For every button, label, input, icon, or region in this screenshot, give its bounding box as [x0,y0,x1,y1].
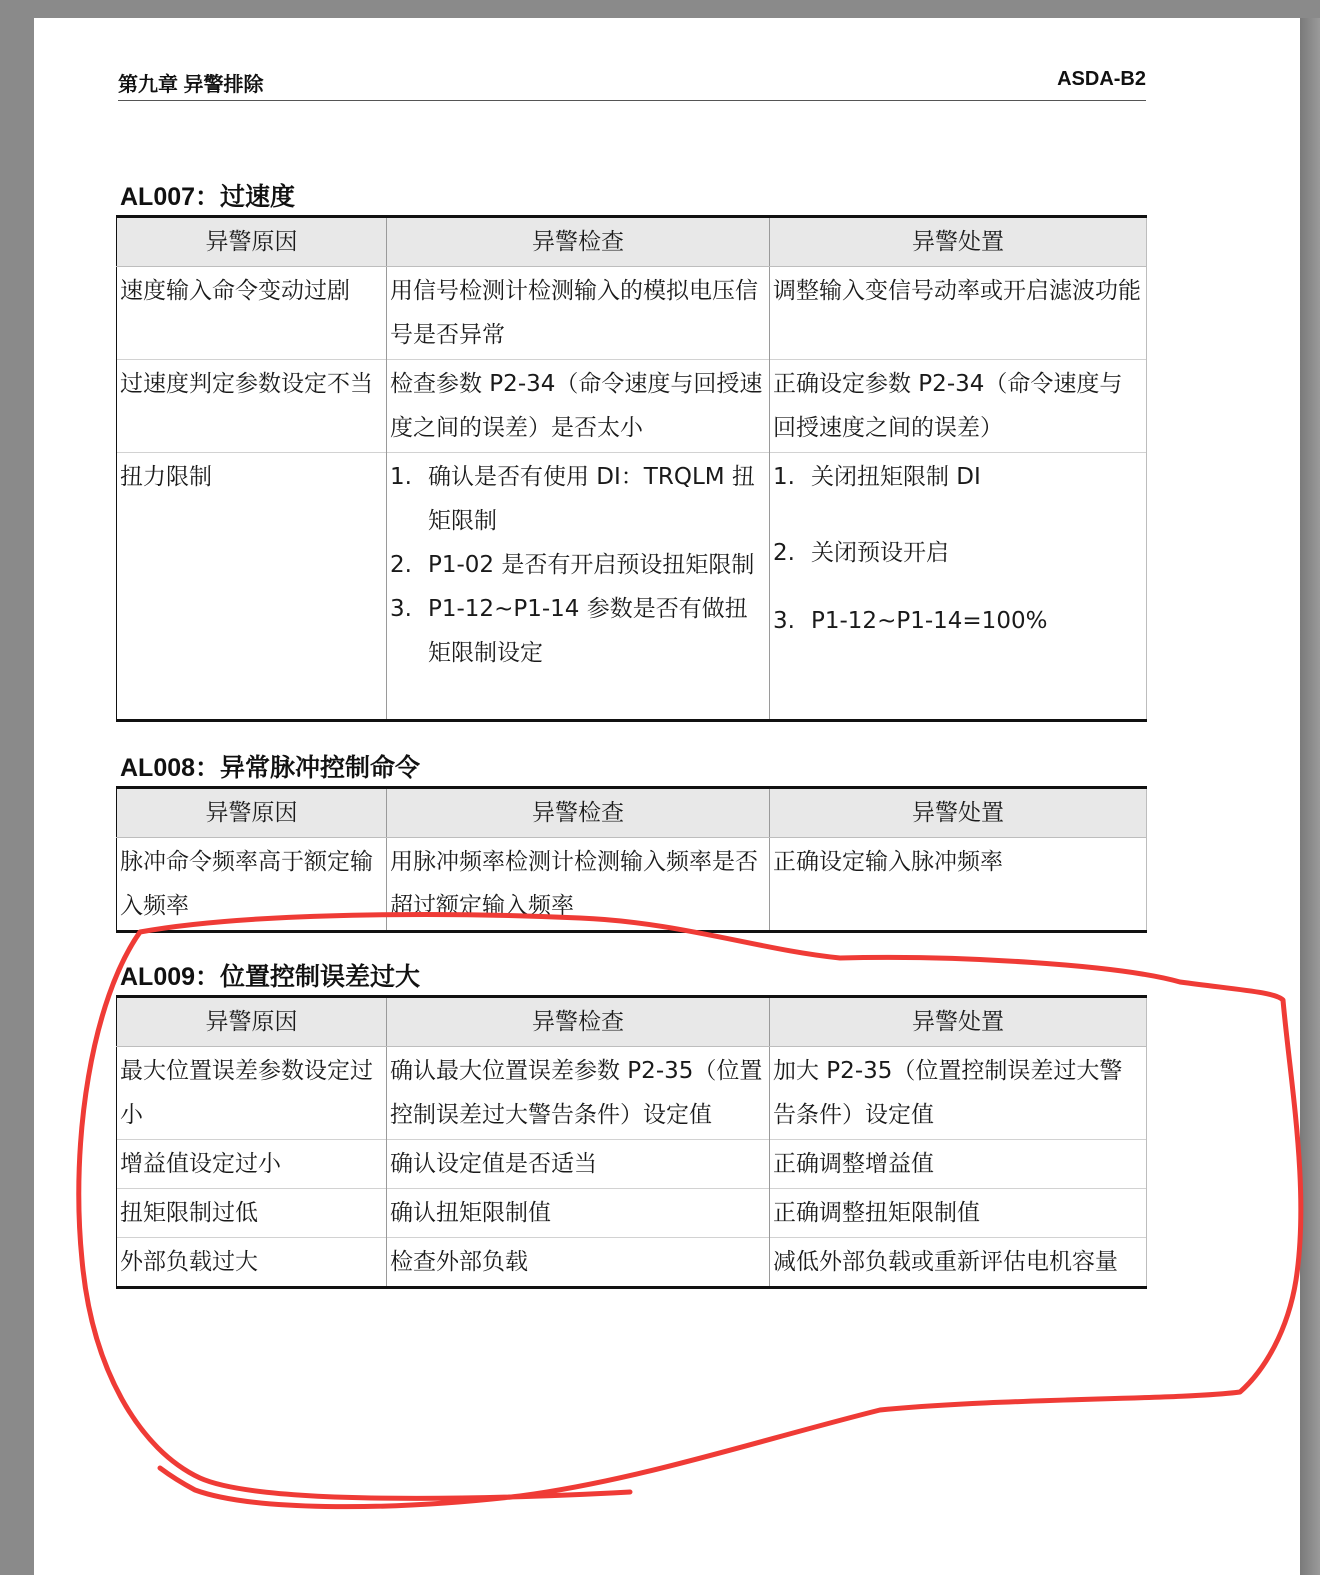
cause-cell: 扭矩限制过低 [117,1189,387,1238]
action-cell: 正确设定参数 P2-34（命令速度与回授速度之间的误差） [770,360,1147,453]
model-name: ASDA-B2 [1057,68,1146,90]
cause-cell: 增益值设定过小 [117,1140,387,1189]
action-cell: 减低外部负载或重新评估电机容量 [770,1238,1147,1288]
action-cell: 加大 P2-35（位置控制误差过大警告条件）设定值 [770,1047,1147,1140]
list-item: 1. 确认是否有使用 DI：TRQLM 扭矩限制 [390,464,755,534]
list-item: 2. P1-02 是否有开启预设扭矩限制 [390,552,755,578]
check-cell: 检查外部负载 [387,1238,770,1288]
action-cell: 正确设定输入脉冲频率 [770,838,1147,932]
check-cell: 确认扭矩限制值 [387,1189,770,1238]
header-cause: 异警原因 [117,997,387,1047]
table-header-row [117,217,1147,267]
al007-title: AL007：过速度 [120,183,296,211]
header-cause: 异警原因 [117,788,387,838]
table-row [117,838,1147,932]
action-cell: 正确调整增益值 [770,1140,1147,1189]
page-header [118,68,1146,101]
table-row [117,1047,1147,1140]
header-check: 异警检查 [387,997,770,1047]
page-edge [1300,18,1320,1575]
check-cell: 检查参数 P2-34（命令速度与回授速度之间的误差）是否太小 [387,360,770,453]
table-row [117,360,1147,453]
header-action: 异警处置 [770,788,1147,838]
list-item: 2. 关闭预设开启 [773,540,949,566]
al008-table [116,786,1147,933]
al007-table [116,215,1147,722]
al009-table [116,995,1147,1289]
list-item: 1. 关闭扭矩限制 DI [773,464,981,490]
action-list [773,455,1144,643]
action-cell: 正确调整扭矩限制值 [770,1189,1147,1238]
action-cell [770,453,1147,721]
table-row [117,453,1147,721]
table-header-row [117,997,1147,1047]
list-item: 3. P1-12~P1-14 参数是否有做扭矩限制设定 [390,596,748,666]
cause-cell: 速度输入命令变动过剧 [117,267,387,360]
check-cell: 用信号检测计检测输入的模拟电压信号是否异常 [387,267,770,360]
check-cell: 确认最大位置误差参数 P2-35（位置控制误差过大警告条件）设定值 [387,1047,770,1140]
header-action: 异警处置 [770,997,1147,1047]
header-check: 异警检查 [387,788,770,838]
header-check: 异警检查 [387,217,770,267]
al008-title: AL008：异常脉冲控制命令 [120,754,421,782]
header-action: 异警处置 [770,217,1147,267]
cause-cell: 外部负载过大 [117,1238,387,1288]
check-cell: 用脉冲频率检测计检测输入频率是否超过额定输入频率 [387,838,770,932]
list-item: 3. P1-12~P1-14=100% [773,608,1048,634]
table-row [117,267,1147,360]
header-cause: 异警原因 [117,217,387,267]
check-cell [387,453,770,721]
table-row [117,1189,1147,1238]
action-cell: 调整输入变信号动率或开启滤波功能 [770,267,1147,360]
chapter-title: 第九章 异警排除 [118,74,264,96]
table-row [117,1238,1147,1288]
check-cell: 确认设定值是否适当 [387,1140,770,1189]
cause-cell: 脉冲命令频率高于额定输入频率 [117,838,387,932]
cause-cell: 过速度判定参数设定不当 [117,360,387,453]
check-list [390,455,767,675]
cause-cell: 最大位置误差参数设定过小 [117,1047,387,1140]
table-row [117,1140,1147,1189]
table-header-row [117,788,1147,838]
cause-cell: 扭力限制 [117,453,387,721]
al009-title: AL009：位置控制误差过大 [120,963,421,991]
